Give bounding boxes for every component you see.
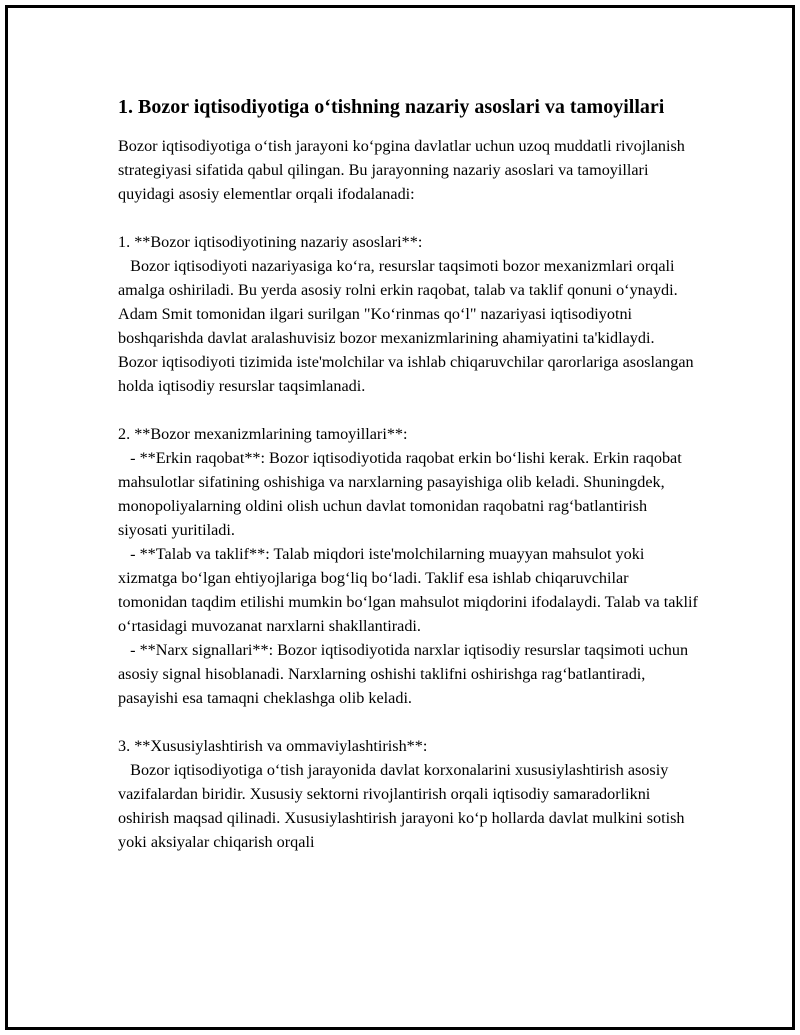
section-heading: 1. Bozor iqtisodiyotiga o‘tishning nazariy asoslari va tamoyillari <box>118 96 665 118</box>
document-body: Bozor iqtisodiyotiga o‘tish jarayoni ko‘pgina davlatlar uchun uzoq muddatli rivojlanish strategiyasi sifatida qabul qilingan. Bu jarayonning nazariy asoslari va tamoyillari quyidagi asosiy elementlar orqali ifodalanadi: 1. **Bozor iqtisodiyotining nazariy asoslari**: Bozor iqtisodiyoti nazariyasiga ko‘ra, resurslar taqsimoti bozor mexanizmlari orqali amalga oshiriladi. Bu yerda asosiy rolni erkin raqobat, talab va taklif qonuni o‘ynaydi. Adam Smit tomonidan ilgari surilgan "Ko‘rinmas qo‘l" nazariyasi iqtisodiyotni boshqarishda davlat aralashuvisiz bozor mexanizmlarining ahamiyatini ta'kidlaydi. Bozor iqtisodiyoti tizimida iste'molchilar va ishlab chiqaruvchilar qarorlariga asoslangan holda iqtisodiy resurslar taqsimlanadi. 2. **Bozor mexanizmlarining tamoyillari**: - **Erkin raqobat**: Bozor iqtisodiyotida raqobat erkin bo‘lishi kerak. Erkin raqobat mahsulotlar sifatining oshishiga va narxlarning pasayishiga olib keladi. Shuningdek, monopoliyalarning oldini olish uchun davlat tomonidan raqobatni rag‘batlantirish siyosati yuritiladi. - **Talab va taklif**: Talab miqdori iste'molchilarning muayyan mahsulot yoki xizmatga bo‘lgan ehtiyojlariga bog‘liq bo‘ladi. Taklif esa ishlab chiqaruvchilar tomonidan taqdim etilishi mumkin bo‘lgan mahsulot miqdorini ifodalaydi. Talab va taklif o‘rtasidagi muvozanat narxlarni shakllantiradi. - **Narx signallari**: Bozor iqtisodiyotida narxlar iqtisodiy resurslar taqsimoti uchun asosiy signal hisoblanadi. Narxlarning oshishi taklifni oshirishga rag‘batlantiradi, pasayishi esa tamaqni cheklashga olib keladi. 3. **Xususiylashtirish va ommaviylashtirish**: Bozor iqtisodiyotiga o‘tish jarayonida davlat korxonalarini xususiylashtirish asosiy vazifalardan biridir. Xususiy sektorni rivojlantirish orqali iqtisodiy samaradorlikni oshirish maqsad qilinadi. Xususiylashtirish jarayoni ko‘p hollarda davlat mulkini sotish yoki aksiyalar chiqarish orqali <box>118 137 698 851</box>
document-content <box>118 92 698 854</box>
